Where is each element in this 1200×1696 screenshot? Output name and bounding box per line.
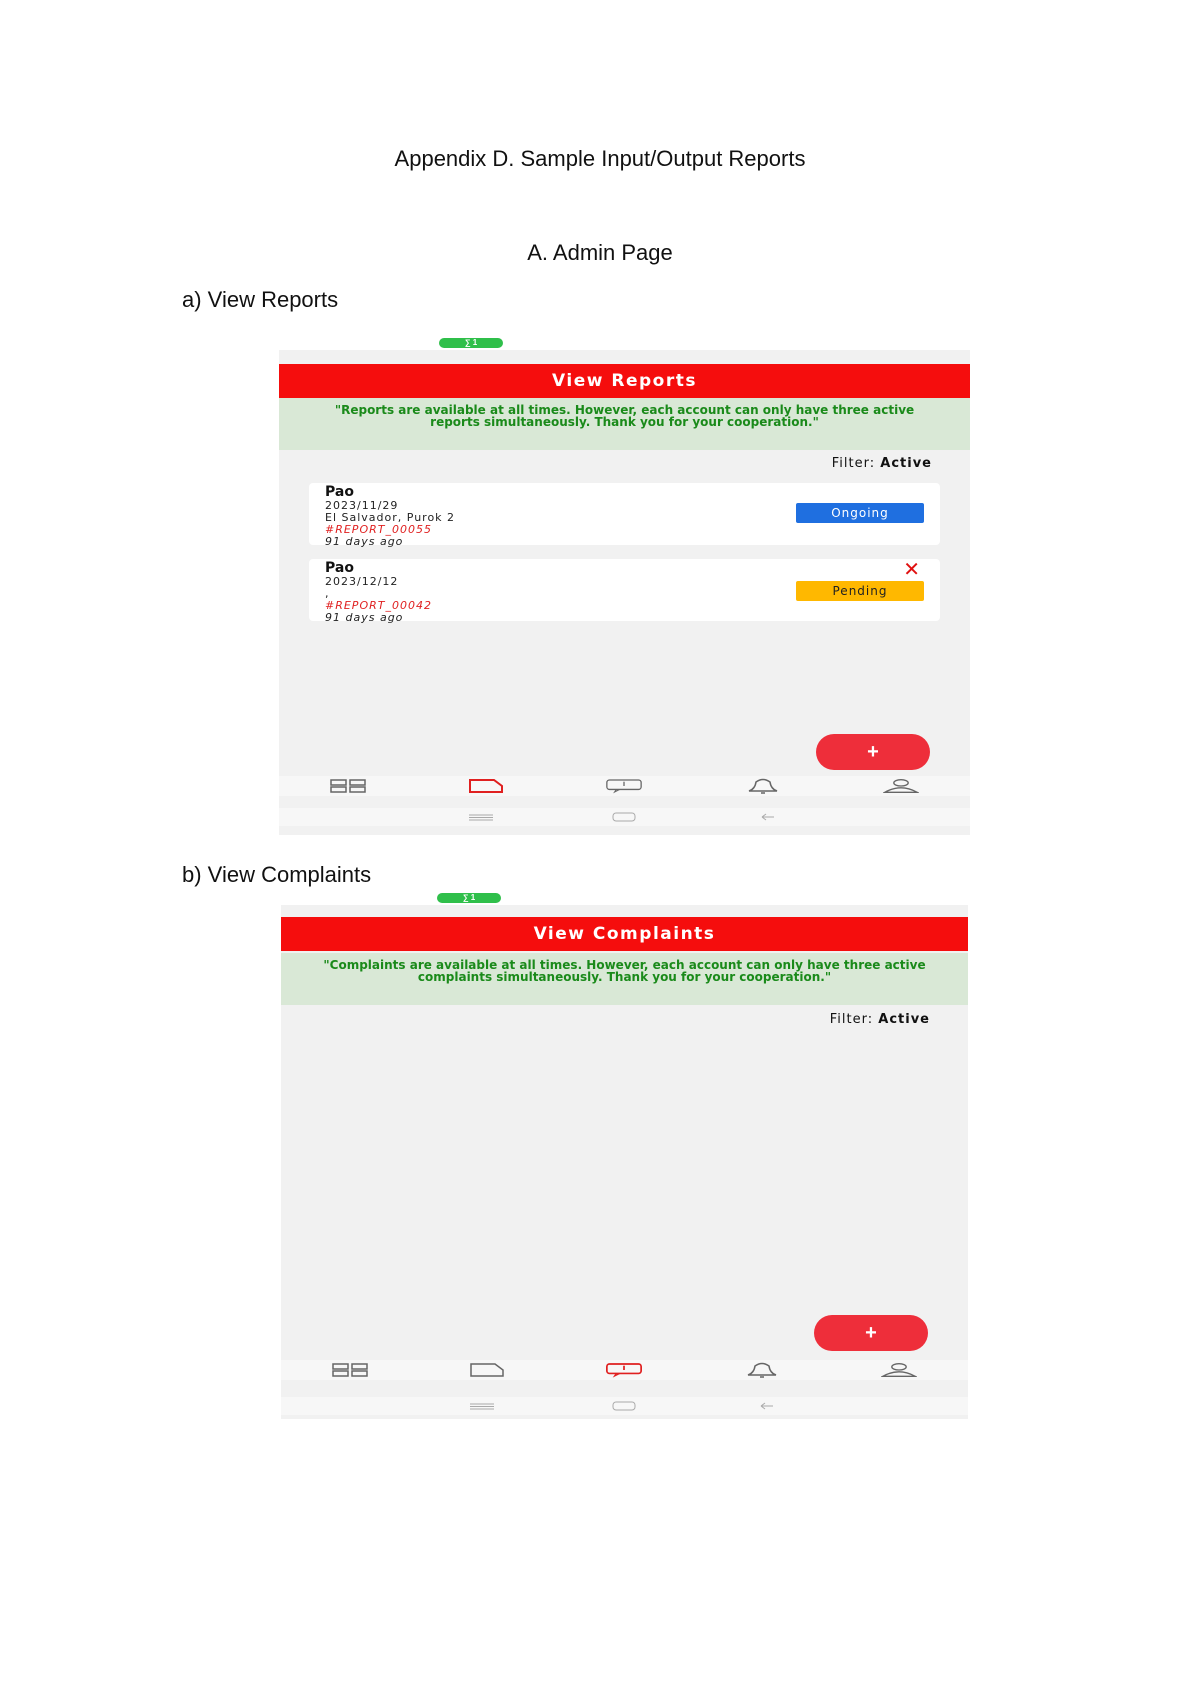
reports-icon[interactable] (468, 778, 504, 794)
report-ref: #REPORT_00042 (325, 599, 432, 612)
view-reports-screenshot (279, 338, 970, 835)
report-date: 2023/12/12 (325, 575, 399, 588)
status-pill: ∑ 1 (437, 893, 501, 903)
filter-label: Filter: (831, 456, 876, 471)
profile-icon[interactable] (881, 1362, 917, 1378)
section-title: A. Admin Page (527, 240, 673, 265)
profile-icon[interactable] (883, 778, 919, 794)
filter-control[interactable] (832, 456, 932, 471)
subsection-view-complaints: b) View Complaints (182, 862, 372, 887)
status-badge-ongoing[interactable]: Ongoing (796, 503, 924, 523)
back-icon[interactable] (752, 1400, 782, 1412)
report-card[interactable] (309, 557, 940, 624)
view-complaints-screenshot (281, 893, 968, 1419)
report-ago: 91 days ago (325, 611, 404, 624)
filter-control[interactable] (830, 1012, 930, 1027)
complaints-icon[interactable] (606, 778, 642, 794)
bottom-nav (279, 776, 970, 796)
home-icon[interactable] (609, 811, 639, 823)
view-complaints-header: View Complaints (281, 917, 968, 951)
status-pill: ∑ 1 (439, 338, 503, 348)
filter-value: Active (878, 1012, 930, 1027)
report-ref: #REPORT_00055 (325, 523, 432, 536)
filter-label: Filter: (829, 1012, 874, 1027)
home-icon[interactable] (609, 1400, 639, 1412)
add-complaint-button[interactable]: + (814, 1315, 928, 1351)
menu-icon[interactable] (466, 811, 496, 823)
report-ago: 91 days ago (325, 535, 404, 548)
bottom-nav (281, 1360, 968, 1380)
report-date: 2023/11/29 (325, 499, 399, 512)
report-name: Pao (325, 484, 354, 500)
complaints-notice: "Complaints are available at all times. However, each account can only have three active complaints simultaneously. Thank you for your cooperation." (281, 953, 968, 1005)
back-icon[interactable] (753, 811, 783, 823)
view-reports-header: View Reports (279, 364, 970, 398)
reports-icon[interactable] (469, 1362, 505, 1378)
report-location: El Salvador, Purok 2 (325, 511, 456, 524)
dashboard-icon[interactable] (332, 1362, 368, 1378)
report-location: , (325, 587, 330, 600)
dashboard-icon[interactable] (330, 778, 366, 794)
system-nav (279, 808, 970, 826)
menu-icon[interactable] (467, 1400, 497, 1412)
close-icon[interactable]: ✕ (903, 557, 920, 581)
add-report-button[interactable]: + (816, 734, 930, 770)
status-badge-pending[interactable]: Pending (796, 581, 924, 601)
report-card[interactable] (309, 483, 940, 548)
complaints-icon[interactable] (606, 1362, 642, 1378)
system-nav (281, 1397, 968, 1415)
reports-notice: "Reports are available at all times. However, each account can only have three active reports simultaneously. Thank you for your cooperation." (279, 398, 970, 450)
subsection-view-reports: a) View Reports (182, 287, 339, 312)
bell-icon[interactable] (745, 778, 781, 794)
filter-value: Active (880, 456, 932, 471)
bell-icon[interactable] (744, 1362, 780, 1378)
report-name: Pao (325, 560, 354, 576)
document-title: Appendix D. Sample Input/Output Reports (394, 146, 806, 171)
